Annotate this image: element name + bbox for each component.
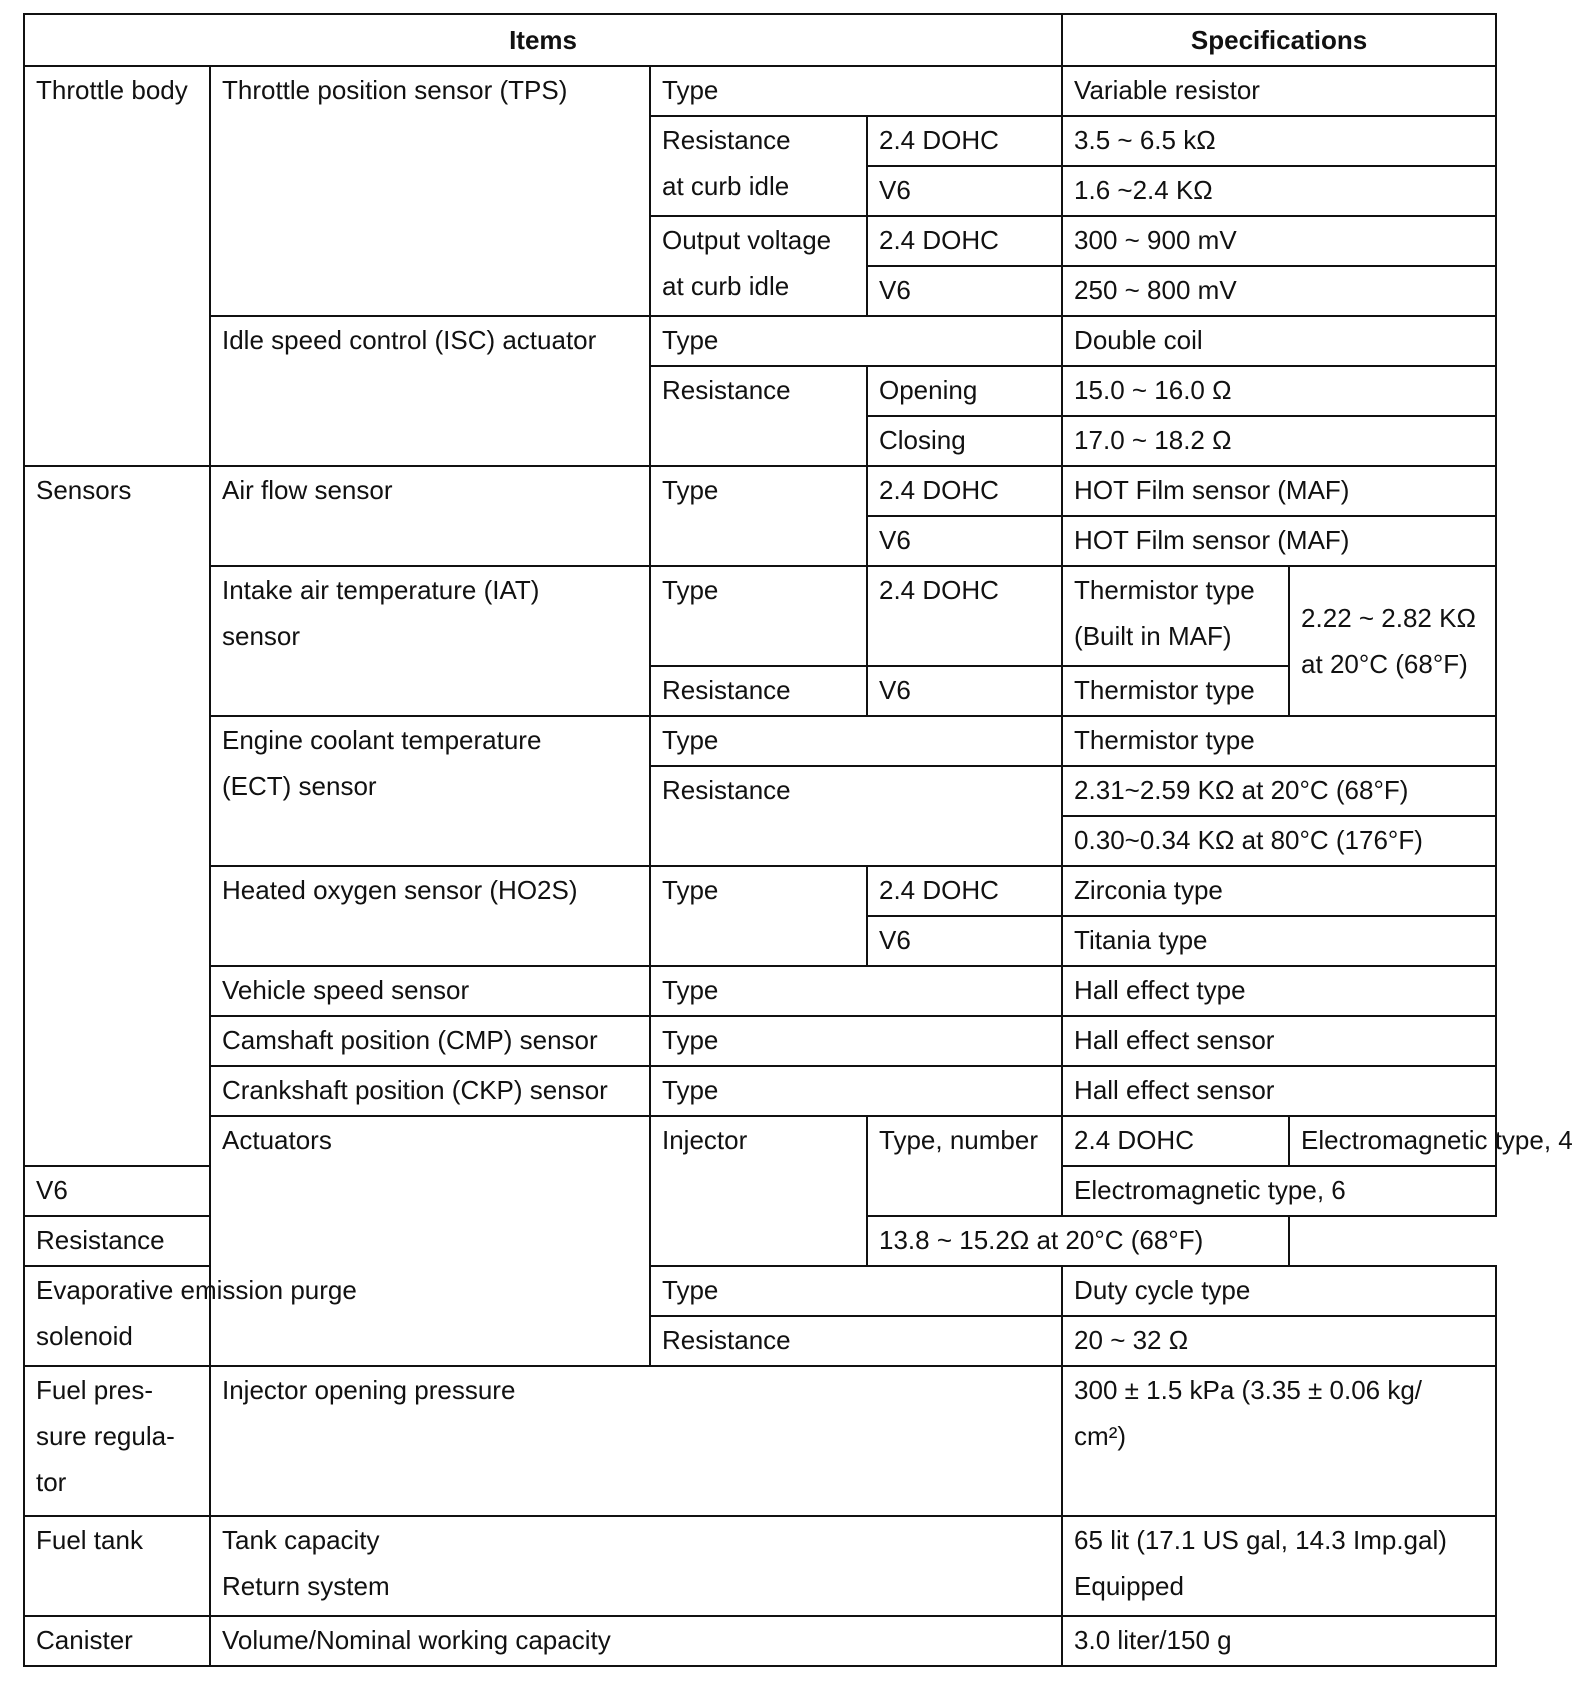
group-sensors: Sensors: [24, 466, 210, 1166]
table-row: [24, 1066, 1496, 1116]
tps-type-label: Type: [650, 66, 1062, 116]
item-injector-opening-pressure: Injector opening pressure: [210, 1366, 1062, 1516]
tps-voltage-engine-24: 2.4 DOHC: [867, 216, 1062, 266]
ckp-type-label: Type: [650, 1066, 1062, 1116]
ho2s-engine-24: 2.4 DOHC: [867, 866, 1062, 916]
iat-resistance-label: Resistance: [650, 666, 867, 716]
iat-type-label: Type: [650, 566, 867, 666]
isc-type-label: Type: [650, 316, 1062, 366]
fpr-group-line2: sure regula-: [36, 1421, 175, 1451]
fpr-value: [1062, 1366, 1496, 1516]
group-actuators: Actuators: [210, 1116, 650, 1366]
purge-resistance-value: 20 ~ 32 Ω: [1062, 1316, 1496, 1366]
group-fuel-pressure-regulator: [24, 1366, 210, 1516]
canister-label: Volume/Nominal working capacity: [210, 1616, 1062, 1666]
header-items: Items: [24, 14, 1062, 66]
item-purge-solenoid: [24, 1266, 357, 1366]
iat-label-line2: sensor: [222, 621, 301, 651]
item-airflow: Air flow sensor: [210, 466, 650, 566]
tps-voltage-label-line1: Output voltage: [662, 225, 832, 255]
isc-closing-label: Closing: [867, 416, 1062, 466]
tps-resistance-24-value: 3.5 ~ 6.5 kΩ: [1062, 116, 1496, 166]
ho2s-engine-v6: V6: [867, 916, 1062, 966]
fpr-group-line3: tor: [36, 1467, 67, 1497]
iat-engine-24: 2.4 DOHC: [867, 566, 1062, 666]
item-ckp: Crankshaft position (CKP) sensor: [210, 1066, 650, 1116]
ect-label-line1: Engine coolant temperature: [222, 725, 542, 755]
header-row: [24, 14, 1496, 66]
specifications-table: [23, 13, 1573, 1667]
group-canister: Canister: [24, 1616, 210, 1666]
vss-type-label: Type: [650, 966, 1062, 1016]
item-vss: Vehicle speed sensor: [210, 966, 650, 1016]
airflow-24-value: HOT Film sensor (MAF): [1062, 466, 1496, 516]
fpr-group-line1: Fuel pres-: [36, 1375, 154, 1405]
fuel-tank-return-label: Return system: [222, 1571, 390, 1601]
fuel-tank-capacity-label: Tank capacity: [222, 1525, 380, 1555]
injector-engine-24: 2.4 DOHC: [1062, 1116, 1289, 1166]
fuel-tank-return-value: Equipped: [1074, 1571, 1184, 1601]
header-specifications: Specifications: [1062, 14, 1496, 66]
tps-resistance-v6-value: 1.6 ~2.4 KΩ: [1062, 166, 1496, 216]
fuel-tank-values: [1062, 1516, 1496, 1616]
ect-resistance-80-value: 0.30~0.34 KΩ at 80°C (176°F): [1062, 816, 1496, 866]
ect-resistance-label: Resistance: [650, 766, 1062, 866]
tps-resistance-engine-v6: V6: [867, 166, 1062, 216]
cmp-type-label: Type: [650, 1016, 1062, 1066]
tps-resistance-label: [650, 116, 867, 216]
item-isc: Idle speed control (ISC) actuator: [210, 316, 650, 466]
purge-type-value: Duty cycle type: [1062, 1266, 1496, 1316]
purge-label-line1: Evaporative emission purge: [36, 1275, 357, 1305]
table-row: [24, 1366, 1496, 1516]
item-tps: Throttle position sensor (TPS): [210, 66, 650, 316]
ho2s-24-value: Zirconia type: [1062, 866, 1496, 916]
isc-opening-label: Opening: [867, 366, 1062, 416]
group-throttle-body: Throttle body: [24, 66, 210, 466]
isc-closing-value: 17.0 ~ 18.2 Ω: [1062, 416, 1496, 466]
table-row: [24, 316, 1496, 366]
canister-value: 3.0 liter/150 g: [1062, 1616, 1496, 1666]
tps-resistance-engine-24: 2.4 DOHC: [867, 116, 1062, 166]
item-iat: [210, 566, 650, 716]
iat-type-24-value: [1062, 566, 1289, 666]
purge-resistance-label: Resistance: [650, 1316, 1062, 1366]
airflow-engine-v6: V6: [867, 516, 1062, 566]
table-row: [24, 1016, 1496, 1066]
tps-resistance-label-line2: at curb idle: [662, 171, 790, 201]
tps-voltage-24-value: 300 ~ 900 mV: [1062, 216, 1496, 266]
ho2s-v6-value: Titania type: [1062, 916, 1496, 966]
ect-label-line2: (ECT) sensor: [222, 771, 377, 801]
airflow-engine-24: 2.4 DOHC: [867, 466, 1062, 516]
isc-type-value: Double coil: [1062, 316, 1496, 366]
ect-type-value: Thermistor type: [1062, 716, 1496, 766]
purge-type-label: Type: [650, 1266, 1062, 1316]
fuel-tank-items: [210, 1516, 1062, 1616]
tps-voltage-label-line2: at curb idle: [662, 271, 790, 301]
tps-resistance-label-line1: Resistance: [662, 125, 791, 155]
fpr-value-line1: 300 ± 1.5 kPa (3.35 ± 0.06 kg/: [1074, 1375, 1423, 1405]
injector-resistance-value: 13.8 ~ 15.2Ω at 20°C (68°F): [867, 1216, 1289, 1266]
injector-24-value: Electromagnetic type, 4: [1289, 1116, 1496, 1166]
tps-voltage-engine-v6: V6: [867, 266, 1062, 316]
iat-resistance-line1: 2.22 ~ 2.82 KΩ: [1301, 603, 1476, 633]
injector-v6-value: Electromagnetic type, 6: [1062, 1166, 1496, 1216]
tps-voltage-v6-value: 250 ~ 800 mV: [1062, 266, 1496, 316]
table-row: [24, 1516, 1496, 1616]
airflow-v6-value: HOT Film sensor (MAF): [1062, 516, 1496, 566]
airflow-type-label: Type: [650, 466, 867, 566]
tps-voltage-label: [650, 216, 867, 316]
iat-type-24-line1: Thermistor type: [1074, 575, 1255, 605]
cmp-value: Hall effect sensor: [1062, 1016, 1496, 1066]
iat-type-v6-value: Thermistor type: [1062, 666, 1289, 716]
table-row: [24, 966, 1496, 1016]
table-row: [24, 466, 1496, 516]
fuel-tank-capacity-value: 65 lit (17.1 US gal, 14.3 Imp.gal): [1074, 1525, 1447, 1555]
item-cmp: Camshaft position (CMP) sensor: [210, 1016, 650, 1066]
item-injector: Injector: [650, 1116, 867, 1266]
isc-resistance-label: Resistance: [650, 366, 867, 466]
injector-engine-v6: V6: [24, 1166, 210, 1216]
item-ect: [210, 716, 650, 866]
table-row: [24, 566, 1496, 666]
group-fuel-tank: Fuel tank: [24, 1516, 210, 1616]
isc-opening-value: 15.0 ~ 16.0 Ω: [1062, 366, 1496, 416]
table-row: [24, 866, 1496, 916]
table-row: [24, 1116, 1496, 1166]
table-row: [24, 1616, 1496, 1666]
table-row: [24, 66, 1496, 116]
iat-label-line1: Intake air temperature (IAT): [222, 575, 540, 605]
ckp-value: Hall effect sensor: [1062, 1066, 1496, 1116]
iat-engine-v6: V6: [867, 666, 1062, 716]
table-row: [24, 716, 1496, 766]
injector-type-number-label: Type, number: [867, 1116, 1062, 1216]
iat-type-24-line2: (Built in MAF): [1074, 621, 1232, 651]
item-ho2s: Heated oxygen sensor (HO2S): [210, 866, 650, 966]
injector-resistance-label: Resistance: [24, 1216, 650, 1266]
tps-type-value: Variable resistor: [1062, 66, 1496, 116]
vss-value: Hall effect type: [1062, 966, 1496, 1016]
ect-resistance-20-value: 2.31~2.59 KΩ at 20°C (68°F): [1062, 766, 1496, 816]
iat-resistance-value: [1289, 566, 1496, 716]
fpr-value-line2: cm²): [1074, 1421, 1127, 1451]
ect-type-label: Type: [650, 716, 1062, 766]
purge-label-line2: solenoid: [36, 1321, 133, 1351]
iat-resistance-line2: at 20°C (68°F): [1301, 649, 1468, 679]
ho2s-type-label: Type: [650, 866, 867, 966]
